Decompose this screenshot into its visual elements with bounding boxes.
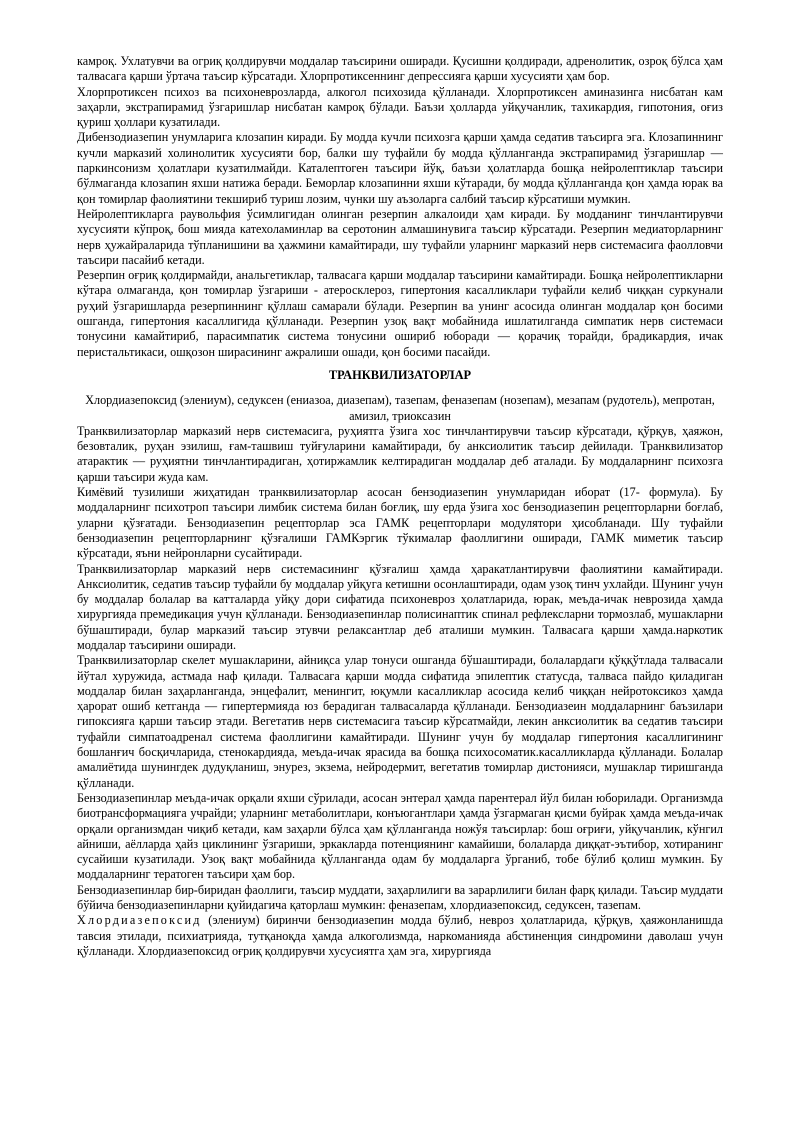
paragraph: Транквилизаторлар марказий нерв системасига, руҳиятга ўзига хос тинчлантирувчи таъсир кўрсатади, қўрқув, ҳаяжон, безовталик, руҳан эзилиш, ғам-ташвиш туйғуларини камайтиради, бу анксиолитик таъсир дейилади. Транквилизатор атарактик — руҳиятни тинчлантирадиган, ҳотиржамлик келтирадиган моддалар деб аталади. Бу моддаларнинг психозга қарши таъсири жуда кам. — [77, 423, 723, 484]
paragraph: Кимёвий тузилиши жиҳатидан транквилизаторлар асосан бензодиазепин унумларидан иборат (17- формула). Бу моддаларнинг психотроп таъсири лимбик система билан боғлиқ, шу ерда ўзига хос бензодиазепин рецепторларни боғлаб, уларни қўзғатади. Бензодиазепин рецепторлар эса ГАМК рецепторлари модулятори ҳисобланади. Шу туфайли бензодиазепин рецепторларнинг қўзғалиши ГАМКэргик тўкималар фаоллигини оширади, ГАМК миметик таъсир кўрсатади, яъни нейронларни сусайтиради. — [77, 485, 723, 561]
paragraph-text: (элениум) биринчи бензодиазепин модда бўлиб, невроз ҳолатларида, қўрқув, ҳаяжонланишда тавсия этилади, психиатрияда, тутқаноқда ҳамда алкоголизмда, наркоманияда абстиненция синдромини даволаш учун қўлланади. Хлордиазепоксид оғриқ қолдирувчи хусусиятга ҳам эга, хирургияда — [77, 913, 723, 958]
drug-list: Хлордиазепоксид (элениум), седуксен (ениазоа, диазепам), тазепам, феназепам (нозепам), мезапам (рудотель), мепротан, амизил, триоксазин — [85, 393, 715, 423]
paragraph: Дибензодиазепин унумларига клозапин киради. Бу модда кучли психозга қарши ҳамда седатив таъсирга эга. Клозапиннинг кучли марказий холинолитик хусусияти бор, балки шу туфайли бу модда қўлланганда экстрапирамид ўзгаришлар — паркинсонизм ҳолатлари кузатилмайди. Каталептоген таъсири йўқ, баъзи ҳолатларда бошқа нейролептиклар таъсири бўлмаганда клозапин яхши натижа беради. Беморлар клозапинни яхши кўтаради, бу модда қўлланганда қон ҳамда юрак ва қон томирлар фаолиятини текшириб туриш лозим, чунки шу аъзоларга салбий таъсир кўрсатиши мумкин. — [77, 130, 723, 206]
paragraph: Транквилизаторлар скелет мушакларини, айниқса улар тонуси ошганда бўшаштиради, болалардаги қўққўтлада талвасали йўтал хуружида, астмада наф қилади. Талвасага қарши модда сифатида эпилептик статусда, талваса пайдо қиладиган моддалар билан заҳарланганда, энцефалит, менингит, юқумли касалликлар асосида келиб чиққан нейротоксикоз ҳамда ҳарорат ошиб кетганда — гипертермияда юз берадиган талвасаларда қўлланади. Бензодиазеин моддаларнинг баъзилари гипоксияга қарши таъсир этади. Вегетатив нерв системасига таъсир кўрсатмайди, лекин анксиолитик ва седатив таъсири туфайли симпатоадренал система фаоллигини камайтиради. Шунинг учун бу моддалар гипертония касаллигининг бошланғич босқичларида, стенокардияда, меъда-ичак ярасида ва бошқа психосоматик.касалликларда қўлланади. Болалар амалиётида шунингдек дудуқланиш, энурез, экзема, нейродермит, вегетатив томирлар дистонияси, мушаклар тиришганда қўлланади. — [77, 653, 723, 790]
paragraph: Хлорпротиксен психоз ва психоневрозларда, алкогол психозида қўлланади. Хлорпротиксен аминазинга нисбатан кам заҳарли, экстрапирамид ўзгаришлар нисбатан камроқ бўлади. Баъзи ҳолларда уйқучанлик, тахикардия, гипотония, оғиз қуриш ҳоллари кузатилади. — [77, 84, 723, 130]
document-page — [77, 54, 723, 959]
paragraph: Транквилизаторлар марказий нерв системасининг қўзғалиш ҳамда ҳаракатлантирувчи фаолиятини камайтиради. Анксиолитик, седатив таъсир туфайли бу моддалар уйқуга кетишни осонлаштиради, одам узоқ тинч ухлайди. Шунинг учун бу моддалар болалар ва катталарда уйқу дори сифатида психоневроз ҳолатларида, юрак, меъда-ичак неврозида ҳамда хирургияда премедикация учун қўлланади. Бензодиазепинлар полисинаптик спинал рефлексларни тормозлаб, мушакларни бўшаштиради, булар марказий таъсир этувчи релаксантлар деб аталиши мумкин. Талвасага қарши ҳамда.наркотик моддалар таъсирини оширади. — [77, 561, 723, 652]
drug-term: Хлордиазепоксид — [77, 913, 202, 928]
paragraph: Бензодиазепинлар бир-биридан фаоллиги, таъсир муддати, заҳарлилиги ва зарарлилиги билан фарқ қилади. Таъсир муддати бўйича бензодиазепинларни қуйидагича қаторлаш мумкин: феназепам, хлордиазепоксид, седуксен, тазепам. — [77, 882, 723, 913]
paragraph: Бензодиазепинлар меъда-ичак орқали яхши сўрилади, асосан энтерал ҳамда парентерал йўл билан юборилади. Организмда биотрансформацияга учрайди; уларнинг метаболитлари, конъюгантлари ҳамда ўзгармаган қисми буйрак ҳамда меъда-ичак орқали организмдан чиқиб кетади, кам заҳарли бўлса ҳам қўлланганда ножўя таъсирлар: бош оғриғи, уйқучанлик, кўнгил айниши, аёлларда ҳайз циклининг ўзгариши, эркакларда потенциянинг камайиши, болаларда диққат-эътибор, хотиранинг сусайиши кузатилади. Узоқ вақт мобайнида қўлланганда одам бу моддаларга ўрганиб, тобе бўлиб қолиш мумкин. Бу моддаларнинг тератоген таъсири ҳам бор. — [77, 790, 723, 882]
paragraph: Резерпин оғриқ қолдирмайди, анальгетиклар, талвасага қарши моддалар таъсирини камайтиради. Бошқа нейролептикларни кўтара олмагандa, қон томирлар ўзгариши - атеросклероз, гипертония касалликлари туфайли келиб чиққан суркунали руҳий ўзгаришларда резерпиннинг қўллаш самарали бўлади. Резерпин ва унинг асосида олинган моддалар қон босими ошганда, гипертония касаллигида қўлланади. Резерпин узоқ вақт мобайнида ишлатилганда симпатик нерв системаси тонусини камайтириб, парасимпатик система тонусини ошириб юборади — қорачиқ торайди, брадикардия, ичак перистальтикаси, ошқозон ширасининг ажралиши ошади, қон босими пасайди. — [77, 268, 723, 359]
paragraph: Нейролептикларга раувольфия ўсимлигидан олинган резерпин алкалоиди ҳам киради. Бу модданинг тинчлантирувчи хусусияти кўпроқ, бош мияда катехоламинлар ва серотонин алмашинувига таъсир кўрсатади. Резерпин медиаторларнинг нерв ҳужайраларида тўпланишини ва ҳажмини камайтиради, шу туфайли уларнинг марказий нерв системасига фаолловчи таъсири пасайиб кетади. — [77, 206, 723, 267]
section-heading: ТРАНКВИЛИЗАТОРЛАР — [328, 367, 472, 382]
paragraph-last — [77, 913, 723, 959]
paragraph: камроқ. Ухлатувчи ва огриқ қолдирувчи моддалар таъсирини оширади. Қусишни қолдиради, адренолитик, озроқ бўлса ҳам талвасага қарши ўртача таъсир кўрсатади. Хлорпротиксеннинг депрессияга қарши хусусияти ҳам бор. — [77, 54, 723, 84]
